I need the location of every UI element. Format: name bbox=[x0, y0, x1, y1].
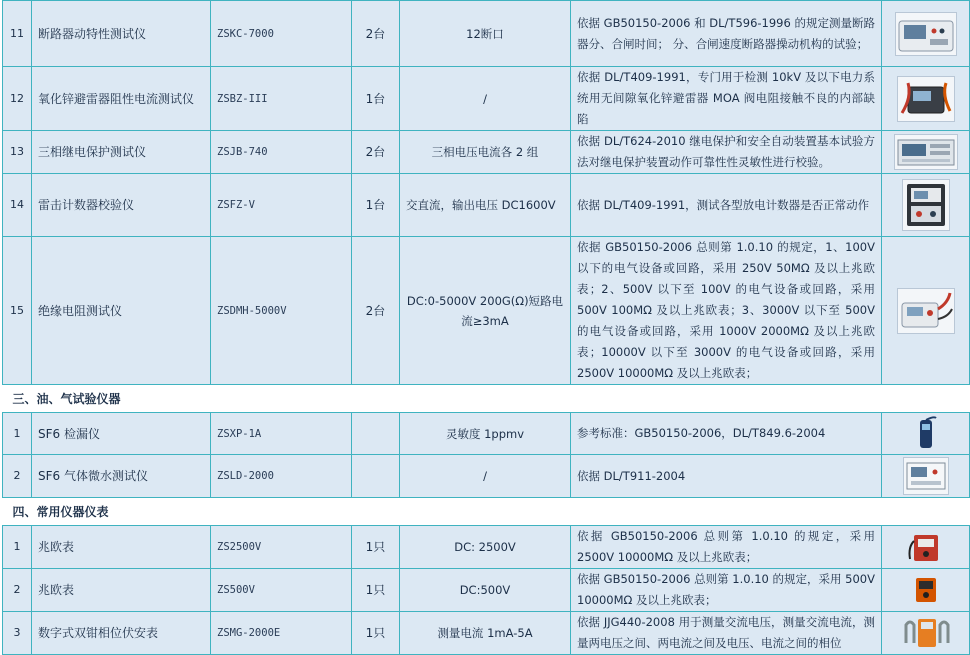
row-number: 1 bbox=[3, 413, 32, 455]
instrument-model: ZSJB-740 bbox=[211, 131, 352, 174]
instrument-image-cell bbox=[882, 1, 970, 67]
instrument-name: SF6 气体微水测试仪 bbox=[32, 455, 211, 498]
instrument-description: 依据 DL/T624-2010 继电保护和安全自动装置基本试验方法对继电保护装置动作可靠性性灵敏性进行校验。 bbox=[571, 131, 882, 174]
table-row bbox=[3, 67, 970, 131]
table-row bbox=[3, 1, 970, 67]
row-number: 2 bbox=[3, 455, 32, 498]
instrument-image-cell bbox=[882, 612, 970, 655]
counter-tester-icon bbox=[902, 179, 950, 231]
row-number: 13 bbox=[3, 131, 32, 174]
instrument-parameter: 测量电流 1mA-5A bbox=[400, 612, 571, 655]
megger-2500-icon bbox=[906, 529, 946, 565]
instrument-quantity: 1只 bbox=[352, 526, 400, 569]
instrument-model: ZSLD-2000 bbox=[211, 455, 352, 498]
instrument-quantity: 1台 bbox=[352, 67, 400, 131]
instrument-parameter: DC:500V bbox=[400, 569, 571, 612]
instrument-image-cell bbox=[882, 455, 970, 498]
instrument-description: 依据 DL/T409-1991，测试各型放电计数器是否正常动作 bbox=[571, 174, 882, 237]
instrument-description: 依据 GB50150-2006 和 DL/T596-1996 的规定测量断路器分、合闸时间； 分、合闸速度断路器操动机构的试验； bbox=[571, 1, 882, 67]
table-row bbox=[3, 413, 970, 455]
row-number: 11 bbox=[3, 1, 32, 67]
instrument-name: 数字式双钳相位伏安表 bbox=[32, 612, 211, 655]
table-row bbox=[3, 526, 970, 569]
section-header-row bbox=[3, 498, 970, 526]
instrument-image-cell bbox=[882, 413, 970, 455]
instrument-image-cell bbox=[882, 174, 970, 237]
table-row bbox=[3, 174, 970, 237]
instrument-description: 依据 DL/T911-2004 bbox=[571, 455, 882, 498]
instrument-model: ZSFZ-V bbox=[211, 174, 352, 237]
instrument-quantity: 1只 bbox=[352, 612, 400, 655]
section-header-row bbox=[3, 385, 970, 413]
instrument-name: 三相继电保护测试仪 bbox=[32, 131, 211, 174]
instrument-parameter: 交直流，输出电压 DC1600V bbox=[400, 174, 571, 237]
table-row bbox=[3, 131, 970, 174]
instrument-quantity: 2台 bbox=[352, 131, 400, 174]
insulation-tester-icon bbox=[897, 288, 955, 334]
instrument-model: ZSBZ-III bbox=[211, 67, 352, 131]
phase-meter-icon bbox=[900, 615, 952, 651]
row-number: 3 bbox=[3, 612, 32, 655]
instrument-name: 绝缘电阻测试仪 bbox=[32, 237, 211, 385]
instrument-description: 依据 GB50150-2006 总则第 1.0.10 的规定，采用 2500V 10000MΩ 及以上兆欧表； bbox=[571, 526, 882, 569]
row-number: 12 bbox=[3, 67, 32, 131]
instrument-parameter: 灵敏度 1ppmv bbox=[400, 413, 571, 455]
instrument-description: 依据 GB50150-2006 总则第 1.0.10 的规定，采用 500V 10000MΩ 及以上兆欧表； bbox=[571, 569, 882, 612]
table-row bbox=[3, 455, 970, 498]
instrument-name: 兆欧表 bbox=[32, 569, 211, 612]
row-number: 1 bbox=[3, 526, 32, 569]
megger-500-icon bbox=[911, 574, 941, 606]
table-row bbox=[3, 237, 970, 385]
instrument-description: 依据 GB50150-2006 总则第 1.0.10 的规定，1、100V 以下的电气设备或回路，采用 250V 50MΩ 及以上兆欧表；2、500V 以下至 100V 的电气设备或回路，采用 500V 100MΩ 及以上兆欧表；3、3000V 以下至 500V 的电气设备或回路，采用 1000V 2000MΩ 及以上兆欧表；10000V 以下至 3000V 的电气设备或回路，采用 2500V 10000MΩ 及以上兆欧表； bbox=[571, 237, 882, 385]
switch-tester-icon bbox=[895, 12, 957, 56]
instrument-name: SF6 检漏仪 bbox=[32, 413, 211, 455]
table-row bbox=[3, 569, 970, 612]
instrument-quantity bbox=[352, 413, 400, 455]
leak-detector-icon bbox=[914, 416, 938, 452]
instrument-name: 兆欧表 bbox=[32, 526, 211, 569]
arrester-tester-icon bbox=[897, 76, 955, 122]
instrument-quantity: 2台 bbox=[352, 237, 400, 385]
instrument-model: ZSKC-7000 bbox=[211, 1, 352, 67]
instrument-model: ZS2500V bbox=[211, 526, 352, 569]
instrument-table bbox=[2, 0, 970, 655]
instrument-image-cell bbox=[882, 237, 970, 385]
instrument-image-cell bbox=[882, 569, 970, 612]
instrument-model: ZSXP-1A bbox=[211, 413, 352, 455]
instrument-quantity: 2台 bbox=[352, 1, 400, 67]
relay-tester-icon bbox=[894, 134, 958, 170]
instrument-name: 氧化锌避雷器阻性电流测试仪 bbox=[32, 67, 211, 131]
instrument-model: ZSDMH-5000V bbox=[211, 237, 352, 385]
instrument-image-cell bbox=[882, 67, 970, 131]
instrument-quantity bbox=[352, 455, 400, 498]
instrument-parameter: 12断口 bbox=[400, 1, 571, 67]
table-row bbox=[3, 612, 970, 655]
instrument-quantity: 1台 bbox=[352, 174, 400, 237]
instrument-description: 参考标准：GB50150-2006，DL/T849.6-2004 bbox=[571, 413, 882, 455]
row-number: 15 bbox=[3, 237, 32, 385]
section-title-oil-gas: 三、油、气试验仪器 bbox=[3, 385, 970, 413]
instrument-model: ZSMG-2000E bbox=[211, 612, 352, 655]
instrument-parameter: / bbox=[400, 67, 571, 131]
instrument-name: 断路器动特性测试仪 bbox=[32, 1, 211, 67]
instrument-image-cell bbox=[882, 526, 970, 569]
instrument-description: 依据 DL/T409-1991，专门用于检测 10kV 及以下电力系统用无间隙氧化锌避雷器 MOA 阀电阻接触不良的内部缺陷 bbox=[571, 67, 882, 131]
instrument-quantity: 1只 bbox=[352, 569, 400, 612]
instrument-parameter: 三相电压电流各 2 组 bbox=[400, 131, 571, 174]
row-number: 2 bbox=[3, 569, 32, 612]
row-number: 14 bbox=[3, 174, 32, 237]
instrument-parameter: / bbox=[400, 455, 571, 498]
instrument-image-cell bbox=[882, 131, 970, 174]
section-title-common-instruments: 四、常用仪器仪表 bbox=[3, 498, 970, 526]
instrument-model: ZS500V bbox=[211, 569, 352, 612]
instrument-name: 雷击计数器校验仪 bbox=[32, 174, 211, 237]
instrument-parameter: DC:0-5000V 200G(Ω)短路电流≥3mA bbox=[400, 237, 571, 385]
instrument-description: 依据 JJG440-2008 用于测量交流电压，测量交流电流，测量两电压之间、两电流之间及电压、电流之间的相位 bbox=[571, 612, 882, 655]
moisture-tester-icon bbox=[903, 457, 949, 495]
instrument-parameter: DC: 2500V bbox=[400, 526, 571, 569]
